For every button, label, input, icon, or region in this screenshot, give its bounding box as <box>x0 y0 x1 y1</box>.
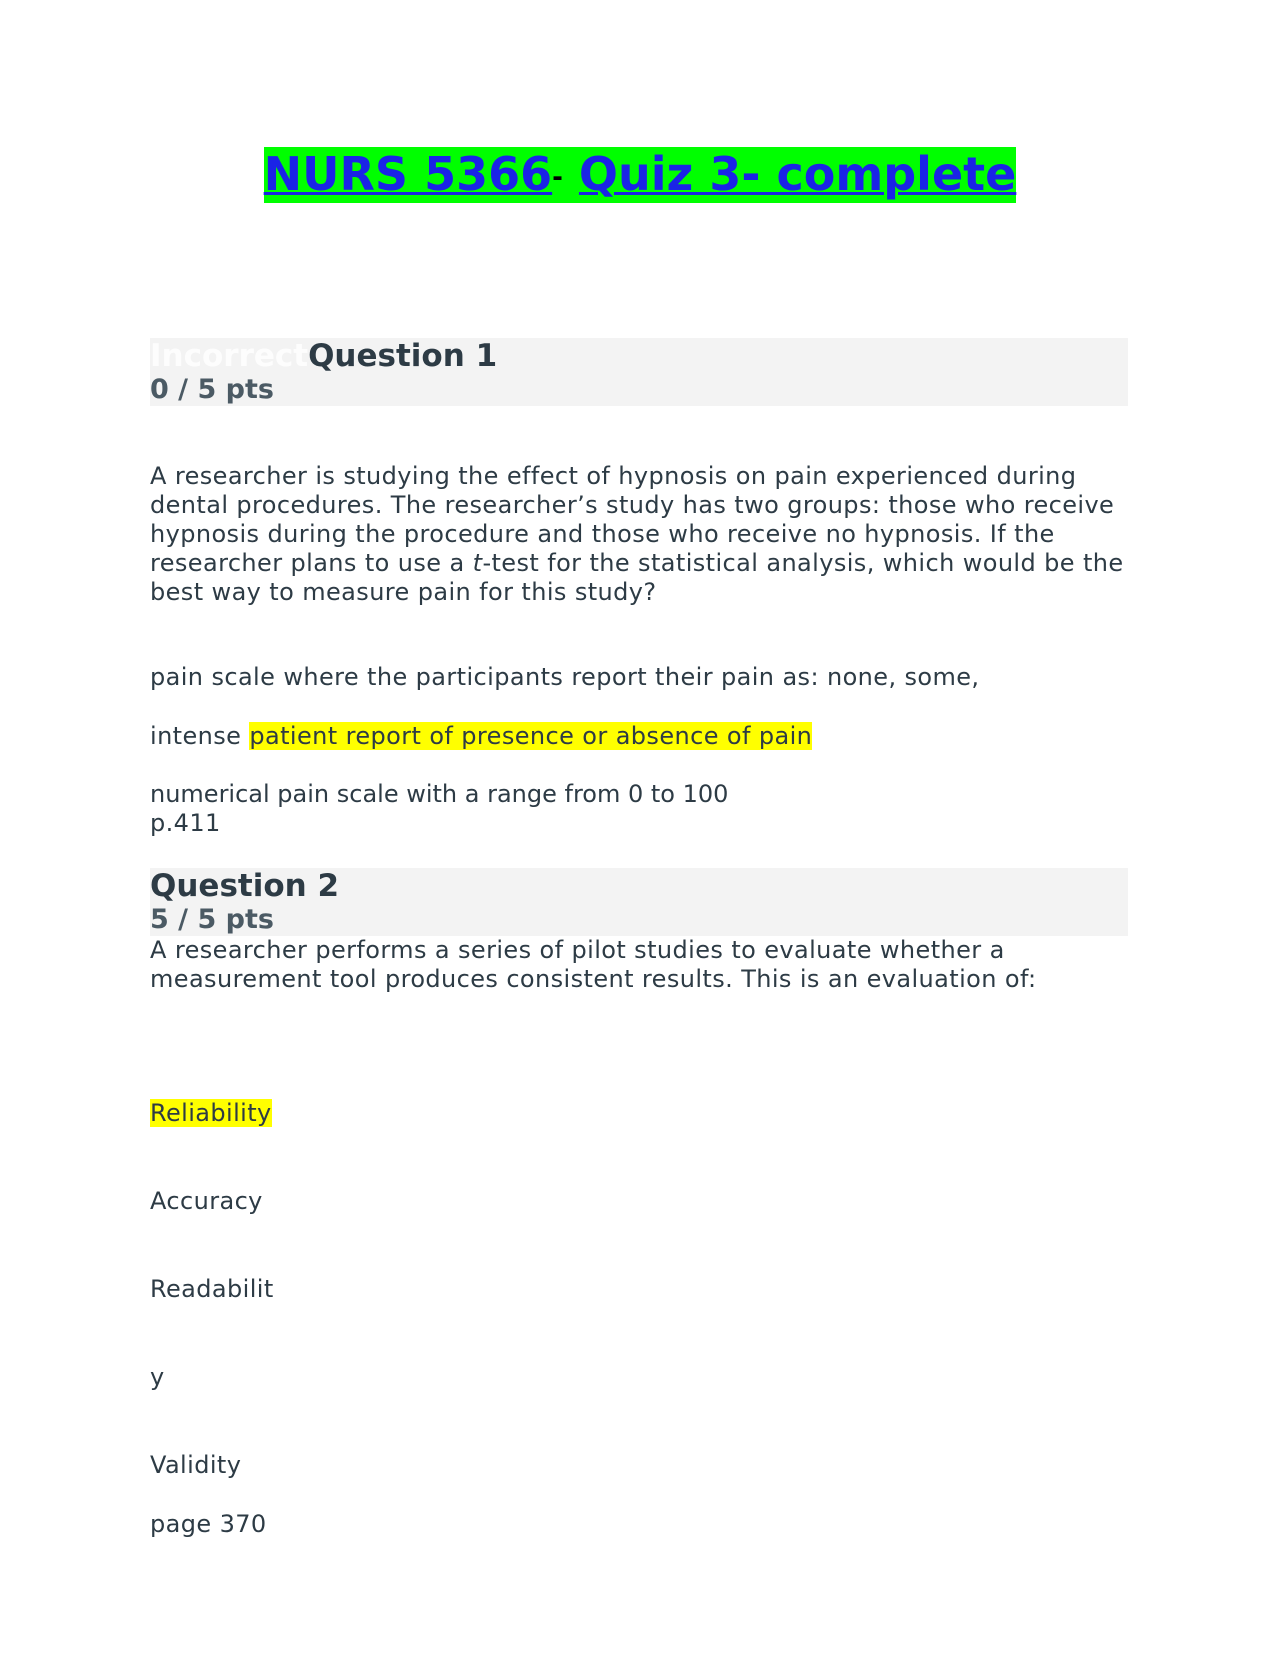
question-1-option-row <box>150 722 1130 751</box>
question-2-option-3-continued: y <box>150 1363 165 1391</box>
question-1-title-line <box>150 338 1128 374</box>
question-1-header <box>150 338 1128 406</box>
question-1-reference: p.411 <box>150 809 221 837</box>
question-2-option-4: Validity <box>150 1451 242 1479</box>
question-2-header <box>150 868 1128 936</box>
question-1-option-1-continued: intense <box>150 722 242 750</box>
incorrect-status: Incorrect <box>150 338 309 374</box>
question-1-prompt-end: -test for the statistical analysis, which would be the best way to measure pain for this study? <box>150 549 1124 606</box>
question-1-prompt-italic: t <box>472 549 483 577</box>
quiz-link[interactable]: Quiz 3- complete <box>578 147 1017 201</box>
question-2-option-2: Accuracy <box>150 1187 263 1215</box>
title-separator: - <box>552 162 563 193</box>
question-2-reference: page 370 <box>150 1510 267 1538</box>
document-title <box>0 146 1280 206</box>
question-1-option-1: pain scale where the participants report their pain as: none, some, <box>150 663 980 691</box>
question-1-prompt-start: A researcher is studying the effect of hypnosis on pain experienced during dental procedures. The researcher’s study has two groups: those who receive hypnosis during the procedure and those who receive no hypnosis. If the researcher plans to use a <box>150 462 1115 577</box>
question-1-prompt <box>150 462 1130 607</box>
question-2-score: 5 / 5 pts <box>150 904 274 935</box>
course-link[interactable]: NURS 5366 <box>263 147 553 201</box>
question-1-score: 0 / 5 pts <box>150 374 274 405</box>
question-2-option-1 <box>150 1099 1130 1128</box>
question-2-prompt: A researcher performs a series of pilot studies to evaluate whether a measurement tool produces consistent results. This is an evaluation of: <box>150 936 1037 993</box>
question-2-label: Question 2 <box>150 868 340 904</box>
question-2-option-1-highlighted: Reliability <box>150 1099 272 1127</box>
question-1-option-3: numerical pain scale with a range from 0 to 100 <box>150 780 729 808</box>
question-2-option-3: Readabilit <box>150 1275 274 1303</box>
title-highlight <box>264 147 1017 203</box>
question-1-option-2-highlighted: patient report of presence or absence of pain <box>249 722 813 750</box>
question-1-label: Question 1 <box>308 338 498 374</box>
